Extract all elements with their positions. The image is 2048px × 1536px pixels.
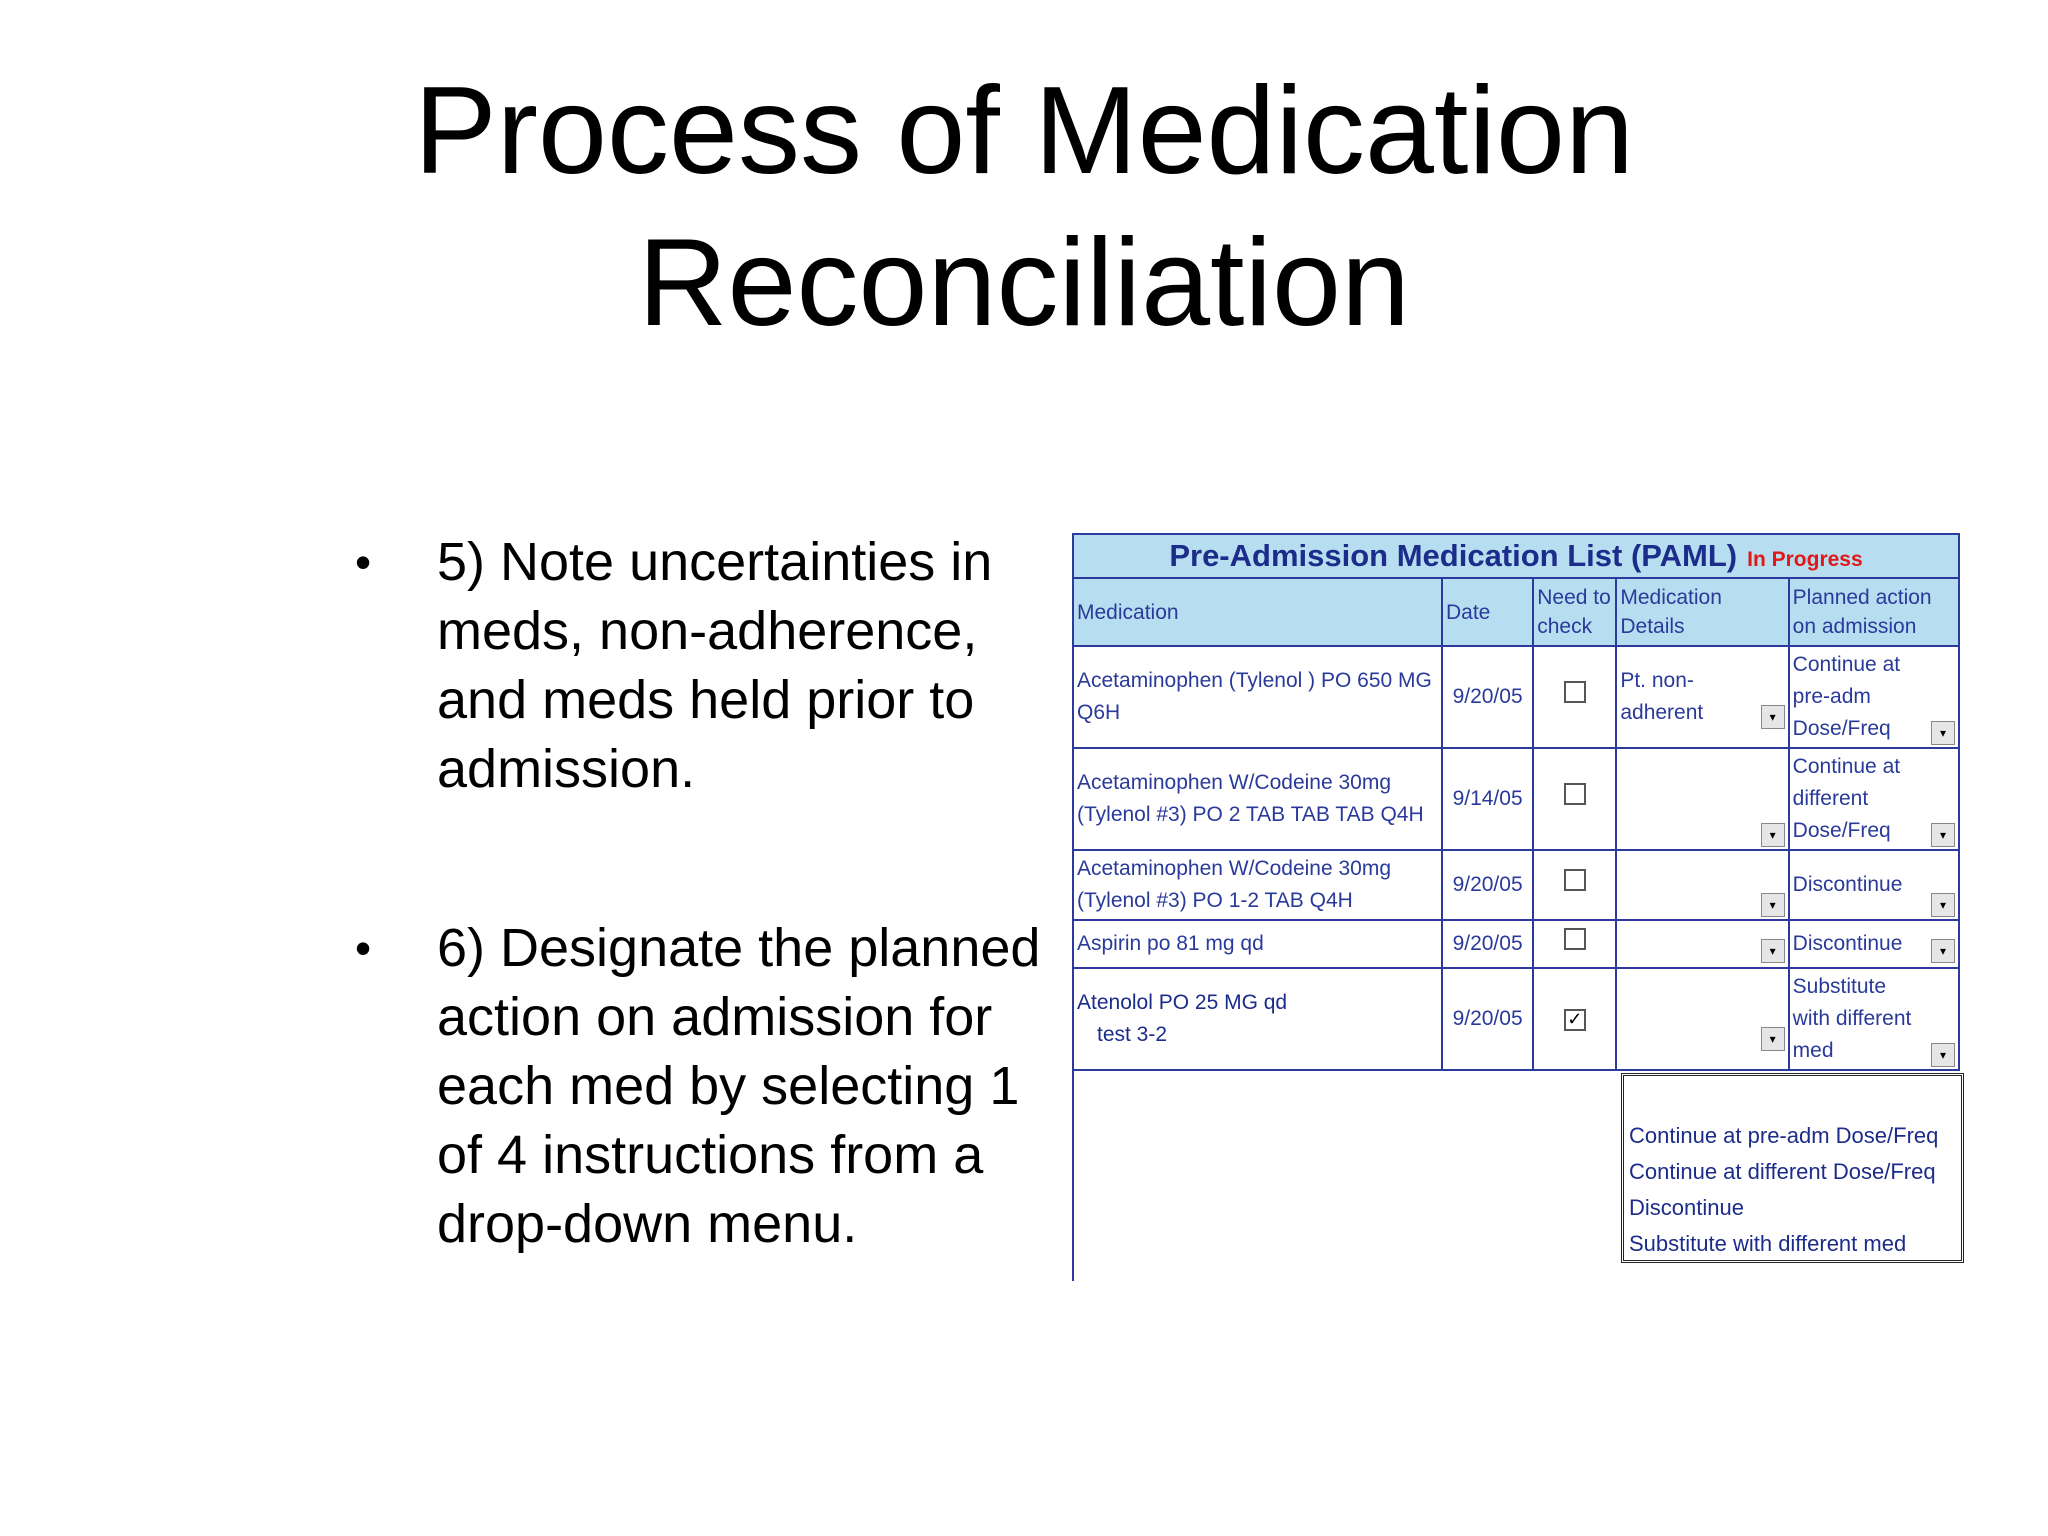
cell-date: 9/14/05 xyxy=(1442,748,1533,850)
medication-name: Atenolol PO 25 MG qd xyxy=(1077,991,1288,1014)
cell-planned-action xyxy=(1789,646,1959,748)
title-line-2: Reconciliation xyxy=(638,214,1410,352)
cell-need-to-check xyxy=(1533,920,1616,968)
cell-need-to-check xyxy=(1533,968,1616,1070)
need-to-check-checkbox[interactable] xyxy=(1564,783,1586,805)
cell-medication xyxy=(1073,968,1442,1070)
table-row xyxy=(1073,968,1959,1070)
chevron-down-icon[interactable]: ▾ xyxy=(1761,939,1785,963)
cell-date: 9/20/05 xyxy=(1442,920,1533,968)
cell-details xyxy=(1616,646,1788,748)
cell-medication: Acetaminophen W/Codeine 30mg (Tylenol #3) PO 1-2 TAB Q4H xyxy=(1073,850,1442,920)
table-header-row xyxy=(1073,578,1959,646)
chevron-down-icon[interactable]: ▾ xyxy=(1931,823,1955,847)
dropdown-option[interactable]: Continue at different Dose/Freq xyxy=(1629,1159,1936,1184)
paml-title-bar xyxy=(1072,533,1960,577)
bullet-item xyxy=(355,528,1055,804)
header-medication: Medication xyxy=(1073,578,1442,646)
planned-action-value: Substitute with different med xyxy=(1792,975,1912,1062)
planned-action-dropdown-list xyxy=(1621,1073,1964,1263)
header-need-to-check: Need to check xyxy=(1533,578,1616,646)
dropdown-option[interactable]: Continue at pre-adm Dose/Freq xyxy=(1629,1123,1939,1148)
cell-medication: Acetaminophen W/Codeine 30mg (Tylenol #3) PO 2 TAB TAB TAB Q4H xyxy=(1073,748,1442,850)
cell-need-to-check xyxy=(1533,748,1616,850)
chevron-down-icon[interactable]: ▾ xyxy=(1931,1043,1955,1067)
bullet-item xyxy=(355,914,1055,1259)
cell-details xyxy=(1616,748,1788,850)
planned-action-value: Discontinue xyxy=(1792,873,1903,896)
cell-medication: Aspirin po 81 mg qd xyxy=(1073,920,1442,968)
chevron-down-icon[interactable]: ▾ xyxy=(1931,939,1955,963)
need-to-check-checkbox[interactable] xyxy=(1564,681,1586,703)
table-empty-area xyxy=(1072,1071,1960,1281)
medication-table xyxy=(1072,577,1960,1071)
chevron-down-icon[interactable]: ▾ xyxy=(1931,893,1955,917)
bullet-text: 5) Note uncertainties in meds, non-adherence, and meds held prior to admission. xyxy=(437,532,993,799)
chevron-down-icon[interactable]: ▾ xyxy=(1761,1027,1785,1051)
chevron-down-icon[interactable]: ▾ xyxy=(1761,705,1785,729)
table-row xyxy=(1073,850,1959,920)
cell-need-to-check xyxy=(1533,646,1616,748)
need-to-check-checkbox[interactable] xyxy=(1564,928,1586,950)
header-details: Medication Details xyxy=(1616,578,1788,646)
chevron-down-icon[interactable]: ▾ xyxy=(1761,823,1785,847)
need-to-check-checkbox[interactable] xyxy=(1564,869,1586,891)
table-row xyxy=(1073,748,1959,850)
planned-action-value: Continue at different Dose/Freq xyxy=(1792,755,1901,842)
paml-panel xyxy=(1072,533,1960,1256)
header-planned-action: Planned action on admission xyxy=(1789,578,1959,646)
bullet-dot: • xyxy=(355,536,372,588)
planned-action-value: Continue at pre-adm Dose/Freq xyxy=(1792,653,1901,740)
medication-note: test 3-2 xyxy=(1097,1023,1168,1046)
paml-title: Pre-Admission Medication List (PAML) xyxy=(1169,538,1738,573)
header-date: Date xyxy=(1442,578,1533,646)
cell-date: 9/20/05 xyxy=(1442,968,1533,1070)
bullet-text: 6) Designate the planned action on admission for each med by selecting 1 of 4 instructions from a drop-down menu. xyxy=(437,918,1041,1254)
cell-planned-action xyxy=(1789,968,1959,1070)
need-to-check-checkbox[interactable]: ✓ xyxy=(1564,1009,1586,1031)
cell-need-to-check xyxy=(1533,850,1616,920)
chevron-down-icon[interactable]: ▾ xyxy=(1761,893,1785,917)
table-row xyxy=(1073,646,1959,748)
cell-date: 9/20/05 xyxy=(1442,646,1533,748)
cell-details xyxy=(1616,968,1788,1070)
cell-planned-action xyxy=(1789,748,1959,850)
dropdown-option[interactable]: Substitute with different med xyxy=(1629,1231,1907,1256)
slide-title xyxy=(0,55,2048,359)
dropdown-option[interactable]: Discontinue xyxy=(1629,1195,1744,1220)
cell-details xyxy=(1616,850,1788,920)
bullet-list xyxy=(355,528,1055,1259)
chevron-down-icon[interactable]: ▾ xyxy=(1931,721,1955,745)
cell-date: 9/20/05 xyxy=(1442,850,1533,920)
cell-details xyxy=(1616,920,1788,968)
details-value: Pt. non-adherent xyxy=(1620,669,1704,724)
cell-medication: Acetaminophen (Tylenol ) PO 650 MG Q6H xyxy=(1073,646,1442,748)
table-row xyxy=(1073,920,1959,968)
title-line-1: Process of Medication xyxy=(414,62,1634,200)
bullet-dot: • xyxy=(355,922,372,974)
status-badge: In Progress xyxy=(1747,548,1863,571)
cell-planned-action xyxy=(1789,920,1959,968)
cell-planned-action xyxy=(1789,850,1959,920)
planned-action-value: Discontinue xyxy=(1792,932,1903,955)
